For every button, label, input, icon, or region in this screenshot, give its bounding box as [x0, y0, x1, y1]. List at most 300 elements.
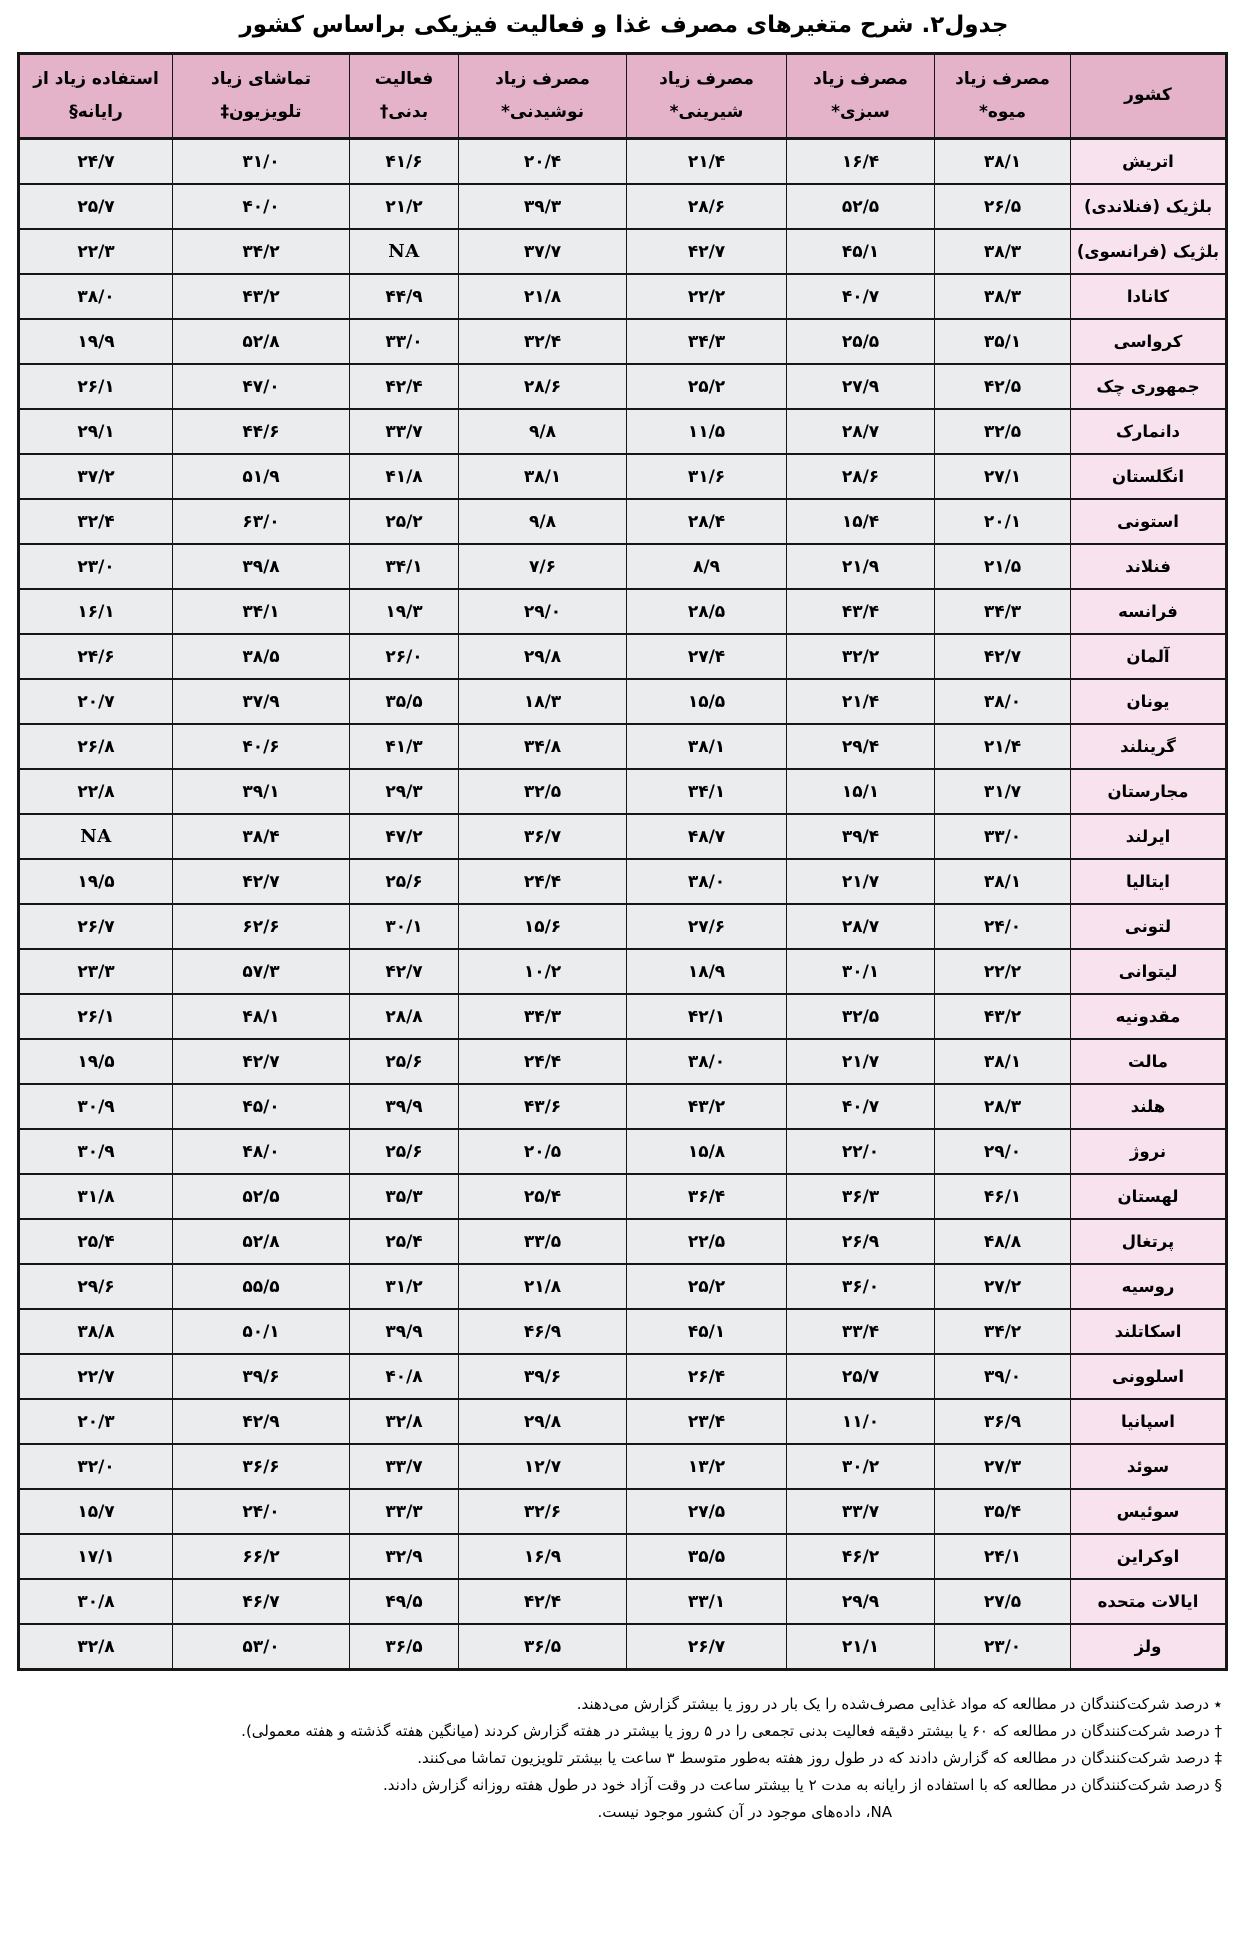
column-header-line: مصرف زیاد	[495, 68, 590, 89]
cell-fruit: ۲۹/۰	[935, 1129, 1071, 1174]
cell-drink: ۳۴/۸	[459, 724, 627, 769]
cell-sweets: ۳۵/۵	[627, 1534, 787, 1579]
cell-sweets: ۲۸/۵	[627, 589, 787, 634]
cell-tv-watching: ۴۰/۰	[173, 184, 350, 229]
column-header-line: استفاده زیاد از	[33, 68, 159, 89]
table-row	[19, 229, 1227, 274]
cell-tv-watching: ۴۶/۷	[173, 1579, 350, 1624]
cell-drink: ۳۲/۵	[459, 769, 627, 814]
column-header-line: مصرف زیاد	[955, 68, 1050, 89]
cell-computer-use: ۳۲/۸	[19, 1624, 173, 1670]
cell-fruit: ۳۸/۱	[935, 859, 1071, 904]
cell-sweets: ۱۳/۲	[627, 1444, 787, 1489]
table-row	[19, 1534, 1227, 1579]
cell-drink: ۱۶/۹	[459, 1534, 627, 1579]
cell-fruit: ۳۸/۳	[935, 274, 1071, 319]
table-body	[19, 139, 1227, 1670]
cell-physical-activity: ۲۹/۳	[350, 769, 459, 814]
cell-tv-watching: ۳۶/۶	[173, 1444, 350, 1489]
cell-sweets: ۴۵/۱	[627, 1309, 787, 1354]
cell-fruit: ۴۲/۵	[935, 364, 1071, 409]
cell-computer-use: ۳۱/۸	[19, 1174, 173, 1219]
cell-drink: ۲۱/۸	[459, 274, 627, 319]
country-cell: فنلاند	[1071, 544, 1227, 589]
country-cell: دانمارک	[1071, 409, 1227, 454]
cell-drink: ۳۹/۶	[459, 1354, 627, 1399]
cell-physical-activity: ۳۰/۱	[350, 904, 459, 949]
cell-computer-use: ۲۶/۱	[19, 994, 173, 1039]
column-header-line: شیرینی*	[669, 102, 744, 122]
footnote: § درصد شرکت‌کنندگان در مطالعه که با استفاده از رایانه به مدت ۲ یا بیشتر ساعت در وقت آزاد خود در طول هفته روزانه گزارش دادند.	[382, 1776, 1222, 1794]
cell-fruit: ۲۷/۳	[935, 1444, 1071, 1489]
cell-sweets: ۲۷/۴	[627, 634, 787, 679]
cell-sweets: ۳۳/۱	[627, 1579, 787, 1624]
cell-sweets: ۴۳/۲	[627, 1084, 787, 1129]
country-cell: لتونی	[1071, 904, 1227, 949]
cell-fruit: ۲۴/۱	[935, 1534, 1071, 1579]
cell-tv-watching: ۵۳/۰	[173, 1624, 350, 1670]
column-header-line: مصرف زیاد	[659, 68, 754, 89]
column-header-line: فعالیت	[374, 68, 434, 89]
cell-drink: ۲۴/۴	[459, 1039, 627, 1084]
cell-vegetable: ۲۱/۷	[787, 859, 935, 904]
cell-computer-use: ۲۶/۸	[19, 724, 173, 769]
country-cell: یونان	[1071, 679, 1227, 724]
footnote: † درصد شرکت‌کنندگان در مطالعه که ۶۰ یا بیشتر دقیقه فعالیت بدنی تجمعی را در ۵ روز یا بیشتر در هفته گزارش کردند (میانگین هفته گذشته و هفته معمولی).	[241, 1722, 1222, 1740]
cell-drink: ۲۵/۴	[459, 1174, 627, 1219]
country-cell: روسیه	[1071, 1264, 1227, 1309]
cell-fruit: ۴۸/۸	[935, 1219, 1071, 1264]
table-row	[19, 454, 1227, 499]
cell-fruit: ۲۴/۰	[935, 904, 1071, 949]
cell-sweets: ۳۸/۰	[627, 859, 787, 904]
cell-drink: ۲۰/۴	[459, 139, 627, 185]
cell-drink: ۷/۶	[459, 544, 627, 589]
cell-computer-use: ۳۰/۹	[19, 1084, 173, 1129]
table-row	[19, 544, 1227, 589]
cell-physical-activity: ۲۵/۶	[350, 859, 459, 904]
table-row	[19, 184, 1227, 229]
cell-fruit: ۳۵/۴	[935, 1489, 1071, 1534]
cell-vegetable: ۴۳/۴	[787, 589, 935, 634]
cell-sweets: ۲۵/۲	[627, 364, 787, 409]
cell-fruit: ۳۵/۱	[935, 319, 1071, 364]
country-cell: اتریش	[1071, 139, 1227, 185]
cell-vegetable: ۲۱/۱	[787, 1624, 935, 1670]
cell-fruit: ۲۳/۰	[935, 1624, 1071, 1670]
cell-sweets: ۲۷/۶	[627, 904, 787, 949]
cell-tv-watching: ۵۵/۵	[173, 1264, 350, 1309]
cell-tv-watching: ۳۴/۱	[173, 589, 350, 634]
cell-tv-watching: ۵۲/۸	[173, 319, 350, 364]
cell-physical-activity: ۴۰/۸	[350, 1354, 459, 1399]
cell-sweets: ۳۸/۱	[627, 724, 787, 769]
cell-tv-watching: ۴۸/۰	[173, 1129, 350, 1174]
cell-tv-watching: ۵۲/۵	[173, 1174, 350, 1219]
cell-physical-activity: ۴۱/۳	[350, 724, 459, 769]
header-row	[19, 54, 1227, 139]
column-header-fruit	[935, 54, 1071, 139]
table-row	[19, 139, 1227, 185]
cell-computer-use: ۲۳/۰	[19, 544, 173, 589]
footnote: ‡ درصد شرکت‌کنندگان در مطالعه که گزارش دادند که در طول روز هفته به‌طور متوسط ۳ ساعت یا بیشتر تلویزیون تماشا می‌کنند.	[417, 1749, 1222, 1767]
cell-computer-use: ۳۸/۰	[19, 274, 173, 319]
country-cell: جمهوری چک	[1071, 364, 1227, 409]
cell-computer-use: ۲۴/۷	[19, 139, 173, 185]
cell-sweets: ۴۸/۷	[627, 814, 787, 859]
cell-fruit: ۳۳/۰	[935, 814, 1071, 859]
cell-vegetable: ۱۶/۴	[787, 139, 935, 185]
cell-sweets: ۱۵/۵	[627, 679, 787, 724]
cell-computer-use: ۳۲/۰	[19, 1444, 173, 1489]
cell-drink: ۴۲/۴	[459, 1579, 627, 1624]
cell-physical-activity: ۴۱/۶	[350, 139, 459, 185]
cell-fruit: ۳۸/۳	[935, 229, 1071, 274]
cell-vegetable: ۲۹/۹	[787, 1579, 935, 1624]
cell-computer-use: ۲۹/۱	[19, 409, 173, 454]
cell-physical-activity: ۲۸/۸	[350, 994, 459, 1039]
column-header-line: نوشیدنی*	[501, 102, 584, 122]
cell-tv-watching: ۴۲/۷	[173, 1039, 350, 1084]
cell-physical-activity: ۱۹/۳	[350, 589, 459, 634]
cell-tv-watching: ۶۳/۰	[173, 499, 350, 544]
cell-physical-activity: ۳۹/۹	[350, 1309, 459, 1354]
cell-drink: ۱۲/۷	[459, 1444, 627, 1489]
cell-computer-use: ۲۵/۴	[19, 1219, 173, 1264]
cell-drink: ۲۴/۴	[459, 859, 627, 904]
table-row	[19, 1084, 1227, 1129]
country-cell: فرانسه	[1071, 589, 1227, 634]
cell-fruit: ۳۴/۲	[935, 1309, 1071, 1354]
cell-fruit: ۳۲/۵	[935, 409, 1071, 454]
cell-tv-watching: ۳۹/۱	[173, 769, 350, 814]
cell-vegetable: ۲۲/۰	[787, 1129, 935, 1174]
cell-fruit: ۳۴/۳	[935, 589, 1071, 634]
cell-drink: ۲۱/۸	[459, 1264, 627, 1309]
cell-vegetable: ۲۱/۹	[787, 544, 935, 589]
cell-fruit: ۳۹/۰	[935, 1354, 1071, 1399]
cell-vegetable: ۲۸/۷	[787, 409, 935, 454]
cell-drink: ۳۹/۳	[459, 184, 627, 229]
footnotes	[26, 1691, 1222, 1826]
cell-tv-watching: ۴۵/۰	[173, 1084, 350, 1129]
cell-drink: ۳۶/۷	[459, 814, 627, 859]
column-header-drink	[459, 54, 627, 139]
cell-tv-watching: ۶۲/۶	[173, 904, 350, 949]
table-row	[19, 634, 1227, 679]
country-cell: اسپانیا	[1071, 1399, 1227, 1444]
cell-fruit: ۲۱/۴	[935, 724, 1071, 769]
cell-physical-activity: ۳۲/۹	[350, 1534, 459, 1579]
cell-drink: ۲۰/۵	[459, 1129, 627, 1174]
table-row	[19, 1309, 1227, 1354]
cell-vegetable: ۴۶/۲	[787, 1534, 935, 1579]
cell-fruit: ۲۰/۱	[935, 499, 1071, 544]
column-header-line: سبزی*	[831, 102, 890, 122]
table-row	[19, 814, 1227, 859]
cell-computer-use: ۲۳/۳	[19, 949, 173, 994]
cell-computer-use: ۱۹/۹	[19, 319, 173, 364]
column-header-physical-activity	[350, 54, 459, 139]
cell-physical-activity: ۳۱/۲	[350, 1264, 459, 1309]
cell-vegetable: ۱۱/۰	[787, 1399, 935, 1444]
table-row	[19, 274, 1227, 319]
cell-computer-use: ۲۶/۷	[19, 904, 173, 949]
cell-physical-activity: ۳۳/۰	[350, 319, 459, 364]
cell-tv-watching: ۴۰/۶	[173, 724, 350, 769]
table-row	[19, 859, 1227, 904]
cell-vegetable: ۳۶/۳	[787, 1174, 935, 1219]
column-header-computer-use	[19, 54, 173, 139]
table-row	[19, 724, 1227, 769]
table-row	[19, 1129, 1227, 1174]
cell-drink: ۳۲/۴	[459, 319, 627, 364]
table-row	[19, 769, 1227, 814]
cell-vegetable: ۱۵/۴	[787, 499, 935, 544]
cell-vegetable: ۲۸/۷	[787, 904, 935, 949]
cell-physical-activity: ۴۷/۲	[350, 814, 459, 859]
cell-physical-activity: ۴۹/۵	[350, 1579, 459, 1624]
cell-tv-watching: ۴۴/۶	[173, 409, 350, 454]
cell-vegetable: ۳۲/۲	[787, 634, 935, 679]
table-row	[19, 1219, 1227, 1264]
cell-vegetable: ۲۶/۹	[787, 1219, 935, 1264]
cell-tv-watching: ۳۸/۴	[173, 814, 350, 859]
cell-physical-activity: NA	[350, 229, 459, 274]
cell-sweets: ۲۲/۲	[627, 274, 787, 319]
cell-tv-watching: ۳۴/۲	[173, 229, 350, 274]
cell-computer-use: ۲۴/۶	[19, 634, 173, 679]
column-header-line: تلویزیون‡	[220, 102, 302, 122]
column-header-line: رایانه§	[69, 102, 123, 122]
cell-computer-use: ۲۰/۳	[19, 1399, 173, 1444]
cell-tv-watching: ۳۹/۸	[173, 544, 350, 589]
cell-vegetable: ۵۲/۵	[787, 184, 935, 229]
cell-tv-watching: ۴۸/۱	[173, 994, 350, 1039]
cell-vegetable: ۴۵/۱	[787, 229, 935, 274]
cell-vegetable: ۱۵/۱	[787, 769, 935, 814]
cell-drink: ۴۶/۹	[459, 1309, 627, 1354]
cell-drink: ۹/۸	[459, 409, 627, 454]
cell-vegetable: ۳۶/۰	[787, 1264, 935, 1309]
cell-computer-use: ۳۸/۸	[19, 1309, 173, 1354]
cell-computer-use: ۱۹/۵	[19, 1039, 173, 1084]
cell-computer-use: ۲۲/۳	[19, 229, 173, 274]
cell-sweets: ۲۶/۴	[627, 1354, 787, 1399]
cell-sweets: ۴۲/۷	[627, 229, 787, 274]
country-cell: هلند	[1071, 1084, 1227, 1129]
cell-fruit: ۳۸/۱	[935, 139, 1071, 185]
country-cell: ولز	[1071, 1624, 1227, 1670]
cell-sweets: ۱۸/۹	[627, 949, 787, 994]
cell-tv-watching: ۳۹/۶	[173, 1354, 350, 1399]
country-cell: سوئیس	[1071, 1489, 1227, 1534]
cell-physical-activity: ۳۶/۵	[350, 1624, 459, 1670]
cell-computer-use: ۳۷/۲	[19, 454, 173, 499]
country-cell: مالت	[1071, 1039, 1227, 1084]
footnote: ٭ درصد شرکت‌کنندگان در مطالعه که مواد غذایی مصرف‌شده را یک بار در روز یا بیشتر گزارش می‌دهند.	[576, 1695, 1222, 1713]
cell-computer-use: ۳۰/۹	[19, 1129, 173, 1174]
table-row	[19, 1444, 1227, 1489]
cell-physical-activity: ۲۵/۲	[350, 499, 459, 544]
cell-drink: ۳۲/۶	[459, 1489, 627, 1534]
column-header-line: کشور	[1124, 85, 1172, 106]
cell-sweets: ۴۲/۱	[627, 994, 787, 1039]
country-cell: بلژیک (فرانسوی)	[1071, 229, 1227, 274]
table-row	[19, 364, 1227, 409]
cell-computer-use: ۱۶/۱	[19, 589, 173, 634]
cell-physical-activity: ۳۵/۳	[350, 1174, 459, 1219]
cell-sweets: ۳۶/۴	[627, 1174, 787, 1219]
cell-drink: ۳۶/۵	[459, 1624, 627, 1670]
cell-drink: ۹/۸	[459, 499, 627, 544]
cell-vegetable: ۳۰/۲	[787, 1444, 935, 1489]
cell-tv-watching: ۳۷/۹	[173, 679, 350, 724]
cell-vegetable: ۴۰/۷	[787, 1084, 935, 1129]
table-row	[19, 1624, 1227, 1670]
cell-vegetable: ۴۰/۷	[787, 274, 935, 319]
country-cell: ایالات متحده	[1071, 1579, 1227, 1624]
cell-physical-activity: ۲۵/۶	[350, 1039, 459, 1084]
country-cell: گرینلند	[1071, 724, 1227, 769]
cell-physical-activity: ۳۳/۷	[350, 409, 459, 454]
table-row	[19, 679, 1227, 724]
cell-physical-activity: ۴۲/۴	[350, 364, 459, 409]
table-row	[19, 499, 1227, 544]
column-header-country	[1071, 54, 1227, 139]
cell-tv-watching: ۴۲/۹	[173, 1399, 350, 1444]
column-header-line: میوه*	[978, 102, 1027, 122]
cell-sweets: ۳۱/۶	[627, 454, 787, 499]
cell-vegetable: ۳۹/۴	[787, 814, 935, 859]
cell-sweets: ۳۴/۳	[627, 319, 787, 364]
cell-physical-activity: ۳۴/۱	[350, 544, 459, 589]
cell-physical-activity: ۴۱/۸	[350, 454, 459, 499]
country-cell: مقدونیه	[1071, 994, 1227, 1039]
table-row	[19, 1489, 1227, 1534]
cell-computer-use: ۲۶/۱	[19, 364, 173, 409]
country-cell: اوکراین	[1071, 1534, 1227, 1579]
country-cell: اسلوونی	[1071, 1354, 1227, 1399]
table-title: جدول۲. شرح متغیرهای مصرف غذا و فعالیت فیزیکی براساس کشور	[239, 12, 1009, 38]
country-cell: لهستان	[1071, 1174, 1227, 1219]
cell-fruit: ۲۷/۲	[935, 1264, 1071, 1309]
data-table	[17, 52, 1228, 1671]
cell-physical-activity: ۲۱/۲	[350, 184, 459, 229]
table-row	[19, 994, 1227, 1039]
cell-drink: ۲۸/۶	[459, 364, 627, 409]
cell-sweets: ۲۲/۵	[627, 1219, 787, 1264]
cell-fruit: ۲۷/۱	[935, 454, 1071, 499]
cell-physical-activity: ۳۹/۹	[350, 1084, 459, 1129]
cell-physical-activity: ۲۵/۶	[350, 1129, 459, 1174]
cell-sweets: ۱۱/۵	[627, 409, 787, 454]
cell-physical-activity: ۲۵/۴	[350, 1219, 459, 1264]
column-header-vegetable	[787, 54, 935, 139]
cell-physical-activity: ۳۲/۸	[350, 1399, 459, 1444]
column-header-sweets	[627, 54, 787, 139]
cell-sweets: ۲۱/۴	[627, 139, 787, 185]
cell-drink: ۲۹/۸	[459, 1399, 627, 1444]
cell-vegetable: ۳۰/۱	[787, 949, 935, 994]
cell-drink: ۳۴/۳	[459, 994, 627, 1039]
country-cell: ایرلند	[1071, 814, 1227, 859]
cell-sweets: ۲۸/۴	[627, 499, 787, 544]
cell-computer-use: ۲۹/۶	[19, 1264, 173, 1309]
cell-tv-watching: ۴۷/۰	[173, 364, 350, 409]
column-header-tv-watching	[173, 54, 350, 139]
cell-fruit: ۲۲/۲	[935, 949, 1071, 994]
cell-vegetable: ۳۳/۷	[787, 1489, 935, 1534]
table-row	[19, 1174, 1227, 1219]
cell-fruit: ۴۲/۷	[935, 634, 1071, 679]
cell-sweets: ۸/۹	[627, 544, 787, 589]
cell-drink: ۳۷/۷	[459, 229, 627, 274]
cell-computer-use: NA	[19, 814, 173, 859]
table-row	[19, 1039, 1227, 1084]
cell-tv-watching: ۵۷/۳	[173, 949, 350, 994]
cell-drink: ۴۳/۶	[459, 1084, 627, 1129]
cell-tv-watching: ۳۱/۰	[173, 139, 350, 185]
cell-fruit: ۲۶/۵	[935, 184, 1071, 229]
table-row	[19, 409, 1227, 454]
cell-vegetable: ۲۹/۴	[787, 724, 935, 769]
table-header	[19, 54, 1227, 139]
cell-computer-use: ۱۹/۵	[19, 859, 173, 904]
table-row	[19, 1354, 1227, 1399]
country-cell: استونی	[1071, 499, 1227, 544]
cell-sweets: ۲۳/۴	[627, 1399, 787, 1444]
cell-vegetable: ۲۸/۶	[787, 454, 935, 499]
cell-vegetable: ۳۲/۵	[787, 994, 935, 1039]
column-header-line: بدنی†	[379, 102, 429, 122]
table-row	[19, 1399, 1227, 1444]
country-cell: بلژیک (فنلاندی)	[1071, 184, 1227, 229]
cell-fruit: ۲۷/۵	[935, 1579, 1071, 1624]
cell-fruit: ۳۸/۰	[935, 679, 1071, 724]
column-header-line: مصرف زیاد	[813, 68, 908, 89]
cell-tv-watching: ۵۰/۱	[173, 1309, 350, 1354]
country-cell: ایتالیا	[1071, 859, 1227, 904]
cell-physical-activity: ۳۳/۳	[350, 1489, 459, 1534]
country-cell: آلمان	[1071, 634, 1227, 679]
cell-sweets: ۱۵/۸	[627, 1129, 787, 1174]
cell-physical-activity: ۴۲/۷	[350, 949, 459, 994]
cell-fruit: ۲۸/۳	[935, 1084, 1071, 1129]
table-row	[19, 1579, 1227, 1624]
country-cell: انگلستان	[1071, 454, 1227, 499]
cell-fruit: ۲۱/۵	[935, 544, 1071, 589]
cell-computer-use: ۲۲/۸	[19, 769, 173, 814]
cell-vegetable: ۲۵/۵	[787, 319, 935, 364]
cell-sweets: ۲۵/۲	[627, 1264, 787, 1309]
country-cell: سوئد	[1071, 1444, 1227, 1489]
footnote: NA، داده‌های موجود در آن کشور موجود نیست.	[597, 1803, 892, 1821]
cell-drink: ۱۰/۲	[459, 949, 627, 994]
table-row	[19, 904, 1227, 949]
country-cell: کرواسی	[1071, 319, 1227, 364]
country-cell: مجارستان	[1071, 769, 1227, 814]
cell-sweets: ۲۸/۶	[627, 184, 787, 229]
cell-fruit: ۳۶/۹	[935, 1399, 1071, 1444]
table-row	[19, 589, 1227, 634]
cell-computer-use: ۱۷/۱	[19, 1534, 173, 1579]
cell-drink: ۳۳/۵	[459, 1219, 627, 1264]
cell-sweets: ۳۴/۱	[627, 769, 787, 814]
cell-fruit: ۳۸/۱	[935, 1039, 1071, 1084]
table-row	[19, 949, 1227, 994]
cell-vegetable: ۲۱/۷	[787, 1039, 935, 1084]
